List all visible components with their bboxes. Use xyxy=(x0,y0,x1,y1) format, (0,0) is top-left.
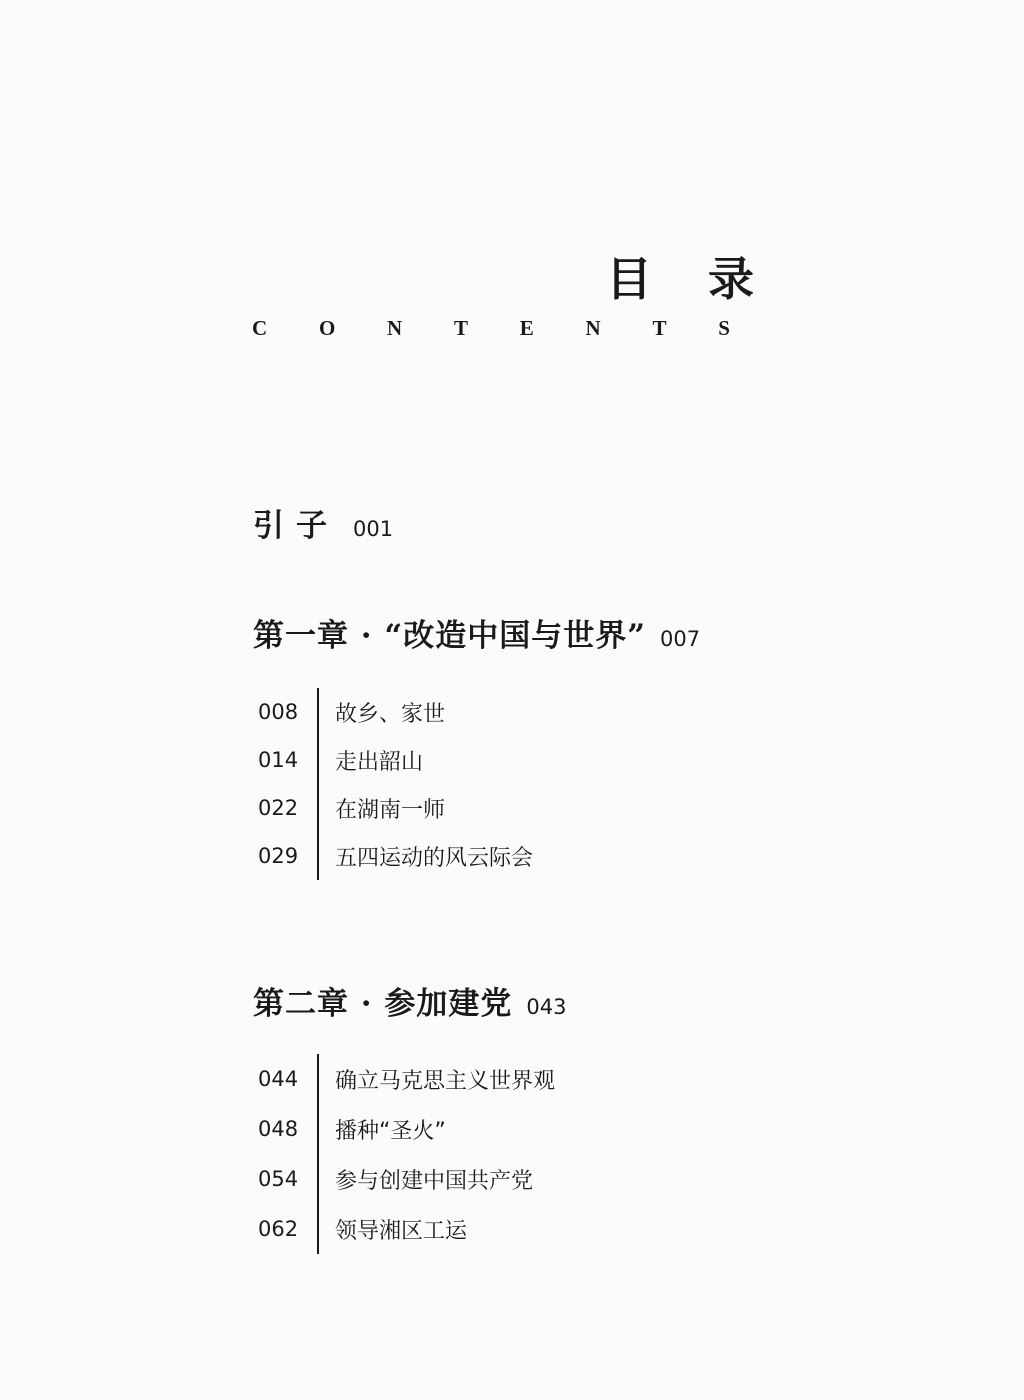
subtitle-letter: S xyxy=(718,316,730,340)
entry-title: 参与创建中国共产党 xyxy=(335,1168,534,1194)
subtitle-letter: C xyxy=(252,316,268,340)
entry-page-number: 014 xyxy=(258,748,299,772)
chapter-title: 第二章 · 参加建党 xyxy=(253,986,513,1022)
toc-entry[interactable] xyxy=(258,1154,555,1204)
entry-page-number: 044 xyxy=(258,1067,299,1091)
entry-divider xyxy=(317,1104,319,1154)
entry-title: 播种“圣火” xyxy=(335,1118,446,1144)
toc-entry[interactable] xyxy=(258,784,533,832)
page-subtitle-contents xyxy=(252,318,730,339)
entry-divider xyxy=(317,1054,319,1104)
chapter-1-section-list xyxy=(258,688,533,880)
toc-entry-intro[interactable] xyxy=(253,508,394,544)
subtitle-letter: E xyxy=(519,316,534,340)
entry-divider xyxy=(317,736,319,784)
entry-divider xyxy=(317,1204,319,1254)
subtitle-letter: N xyxy=(387,316,403,340)
intro-title: 引子 xyxy=(253,508,339,544)
entry-title: 领导湘区工运 xyxy=(335,1218,468,1244)
chapter-heading-2[interactable] xyxy=(253,986,567,1022)
intro-page-number: 001 xyxy=(353,517,394,541)
chapter-title: 第一章 · “改造中国与世界” xyxy=(253,618,647,654)
toc-entry[interactable] xyxy=(258,688,533,736)
entry-page-number: 022 xyxy=(258,796,299,820)
subtitle-letter: T xyxy=(652,316,667,340)
entry-title: 走出韶山 xyxy=(335,749,424,775)
entry-divider xyxy=(317,784,319,832)
subtitle-letter: T xyxy=(453,316,468,340)
chapter-2-section-list xyxy=(258,1054,555,1254)
page-title: 目 录 xyxy=(606,252,775,306)
entry-divider xyxy=(317,1154,319,1204)
entry-title: 在湖南一师 xyxy=(335,797,446,823)
chapter-heading-1[interactable] xyxy=(253,618,701,654)
chapter-page-number: 043 xyxy=(526,995,567,1019)
subtitle-letter: O xyxy=(318,316,336,340)
chapter-page-number: 007 xyxy=(660,627,701,651)
subtitle-letter: N xyxy=(585,316,601,340)
entry-divider xyxy=(317,688,319,736)
entry-page-number: 008 xyxy=(258,700,299,724)
entry-title: 五四运动的风云际会 xyxy=(335,845,534,871)
entry-page-number: 048 xyxy=(258,1117,299,1141)
toc-entry[interactable] xyxy=(258,1204,555,1254)
toc-entry[interactable] xyxy=(258,832,533,880)
entry-title: 确立马克思主义世界观 xyxy=(335,1068,556,1094)
entry-divider xyxy=(317,832,319,880)
entry-page-number: 054 xyxy=(258,1167,299,1191)
entry-title: 故乡、家世 xyxy=(335,701,446,727)
toc-entry[interactable] xyxy=(258,1104,555,1154)
entry-page-number: 029 xyxy=(258,844,299,868)
entry-page-number: 062 xyxy=(258,1217,299,1241)
toc-entry[interactable] xyxy=(258,736,533,784)
toc-entry[interactable] xyxy=(258,1054,555,1104)
